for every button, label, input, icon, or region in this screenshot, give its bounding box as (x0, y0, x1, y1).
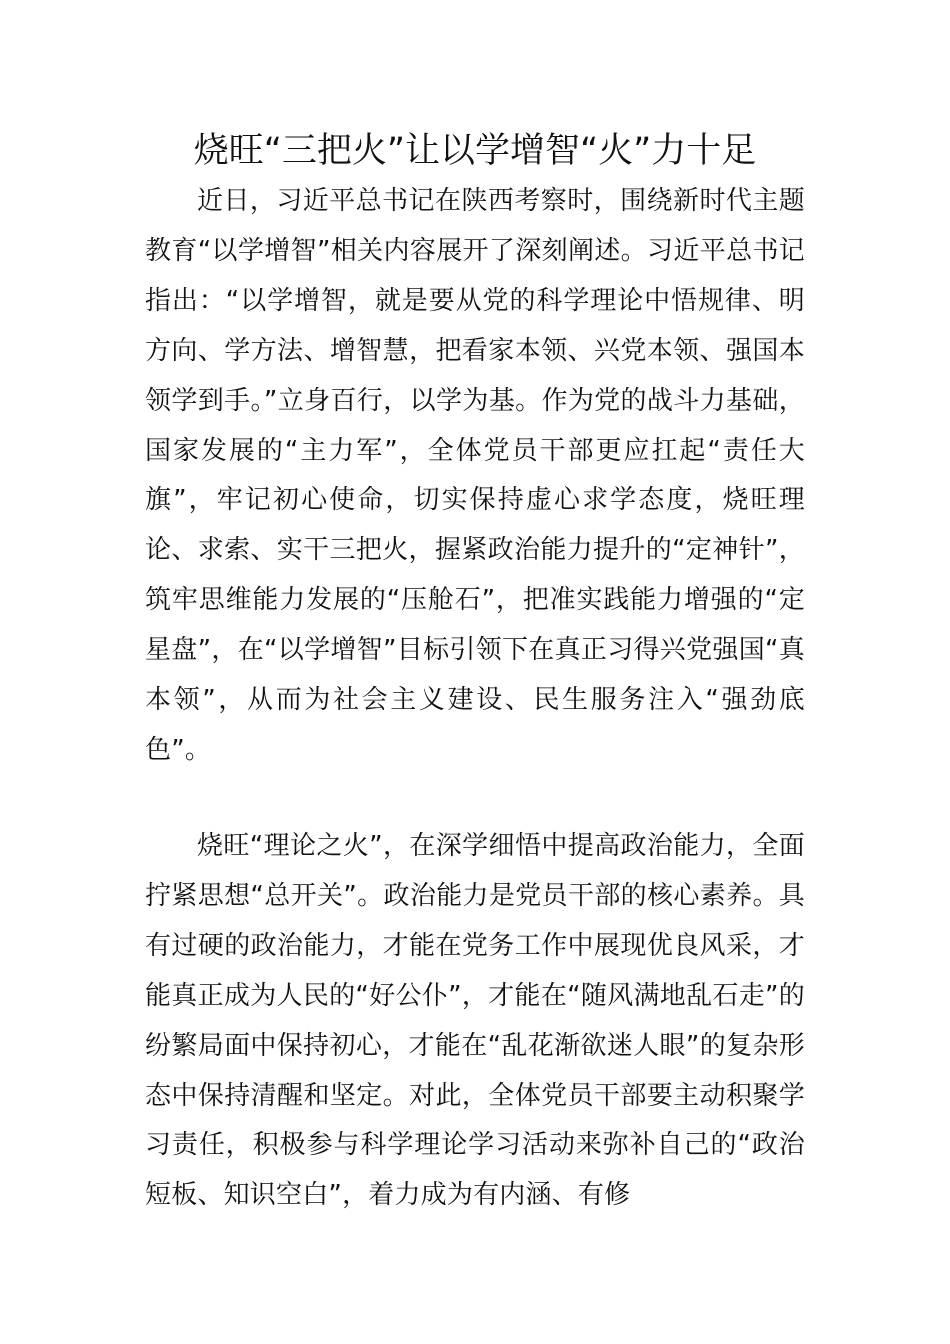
paragraph-2: 烧旺“理论之火”，在深学细悟中提高政治能力，全面拧紧思想“总开关”。政治能力是党员干部的核心素养。具有过硬的政治能力，才能在党务工作中展现优良风采，才能真正成为人民的“好公仆”，才能在“随风满地乱石走”的纷繁局面中保持初心，才能在“乱花渐欲迷人眼”的复杂形态中保持清醒和坚定。对此，全体党员干部要主动积聚学习责任，积极参与科学理论学习活动来弥补自己的“政治短板、知识空白”，着力成为有内涵、有修 (145, 831, 805, 1211)
document-title: 烧旺“三把火”让以学增智“火”力十足 (193, 131, 757, 171)
paragraph-1: 近日，习近平总书记在陕西考察时，围绕新时代主题教育“以学增智”相关内容展开了深刻阐述。习近平总书记指出：“以学增智，就是要从党的科学理论中悟规律、明方向、学方法、增智慧，把看家本领、兴党本领、强国本领学到手。”立身百行，以学为基。作为党的战斗力基础，国家发展的“主力军”，全体党员干部更应扛起“责任大旗”，牢记初心使命，切实保持虚心求学态度，烧旺理论、求索、实干三把火，握紧政治能力提升的“定神针”，筑牢思维能力发展的“压舱石”，把准实践能力增强的“定星盘”，在“以学增智”目标引领下在真正习得兴党强国“真本领”，从而为社会主义建设、民生服务注入“强劲底色”。 (145, 186, 805, 765)
